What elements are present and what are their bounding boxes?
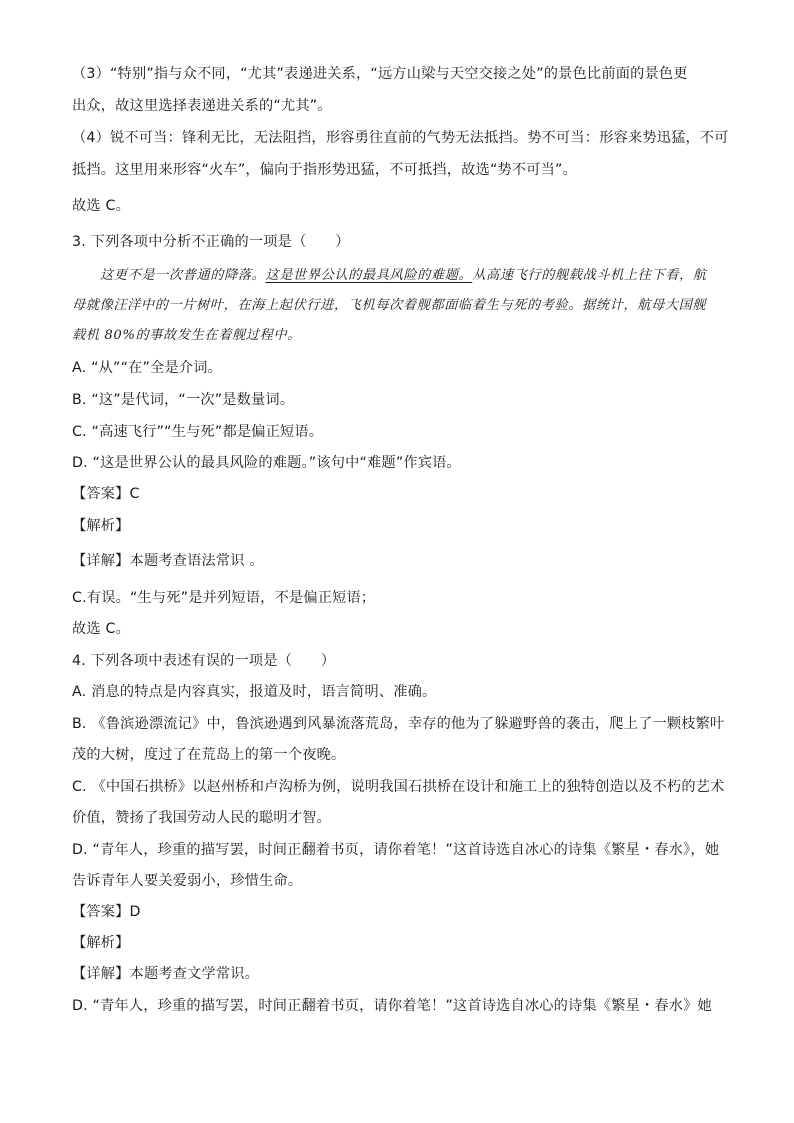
- text-line: （3）“特别”指与众不同，“尤其”表递进关系，“远方山梁与天空交接之处”的景色比前面的景色更: [72, 66, 688, 82]
- text-line: 告诉青年人要关爱弱小，珍惜生命。: [72, 873, 303, 889]
- option-a: A. 消息的特点是内容真实，报道及时，语言简明、准确。: [72, 684, 437, 700]
- answer-label: 【答案】C: [72, 486, 140, 502]
- analysis-label: 【解析】: [72, 518, 130, 534]
- passage-line: 载机 80%的事故发生在着舰过程中。: [72, 328, 301, 343]
- text-line: （4）锐不可当：锋利无比，无法阻挡，形容勇往直前的气势无法抵挡。势不可当：形容来势迅猛，不可: [72, 130, 729, 146]
- option-a: A. “从”“在”全是介词。: [72, 360, 222, 376]
- question-3-stem: 3. 下列各项中分析不正确的一项是（ ）: [72, 234, 350, 250]
- passage-sentence: 从高速飞行的舰载战斗机上往下看，航: [472, 268, 707, 283]
- option-c: C. 《中国石拱桥》以赵州桥和卢沟桥为例，说明我国石拱桥在设计和施工上的独特创造以及不朽的艺术: [72, 779, 725, 795]
- answer-label: 【答案】D: [72, 904, 141, 920]
- text-line: 出众，故这里选择表递进关系的“尤其”。: [72, 98, 332, 114]
- option-b: B. “这”是代词，“一次”是数量词。: [72, 392, 295, 408]
- passage-underlined-sentence: 这是世界公认的最具风险的难题。: [265, 268, 473, 283]
- analysis-label: 【解析】: [72, 935, 130, 951]
- text-line: 故选 C。: [72, 621, 130, 637]
- text-line: 故选 C。: [72, 198, 130, 214]
- text-line: 抵挡。这里用来形容“火车”，偏向于指形势迅猛，不可抵挡，故选“势不可当”。: [72, 162, 577, 178]
- option-d: D. “青年人，珍重的描写罢，时间正翻着书页，请你着笔！”这首诗选自冰心的诗集《繁星・春水》，她: [72, 842, 720, 858]
- text-line: 价值，赞扬了我国劳动人民的聪明才智。: [72, 810, 331, 826]
- option-c: C. “高速飞行”“生与死”都是偏正短语。: [72, 424, 324, 440]
- option-b: B. 《鲁滨逊漂流记》中，鲁滨逊遇到风暴流落荒岛，幸存的他为了躲避野兽的袭击，爬上了一颗枝繁叶: [72, 716, 725, 732]
- text-line: C.有误。“生与死”是并列短语，不是偏正短语；: [72, 590, 376, 606]
- text-line: 茂的大树，度过了在荒岛上的第一个夜晚。: [72, 747, 346, 763]
- text-line: D. “青年人，珍重的描写罢，时间正翻着书页，请你着笔！”这首诗选自冰心的诗集《繁星・春水》她: [72, 998, 712, 1014]
- passage-line: [100, 266, 722, 286]
- option-d: D. “这是世界公认的最具风险的难题。”该句中“难题”作宾语。: [72, 455, 461, 471]
- detail-line: 【详解】本题考查语法常识 。: [72, 553, 264, 569]
- detail-line: 【详解】本题考查文学常识。: [72, 966, 260, 982]
- question-4-stem: 4. 下列各项中表述有误的一项是（ ）: [72, 653, 336, 669]
- passage-line: 母就像汪洋中的一片树叶，在海上起伏行进，飞机每次着舰都面临着生与死的考验。据统计，航母大国舰: [72, 298, 707, 313]
- passage-sentence: 这更不是一次普通的降落。: [100, 268, 266, 283]
